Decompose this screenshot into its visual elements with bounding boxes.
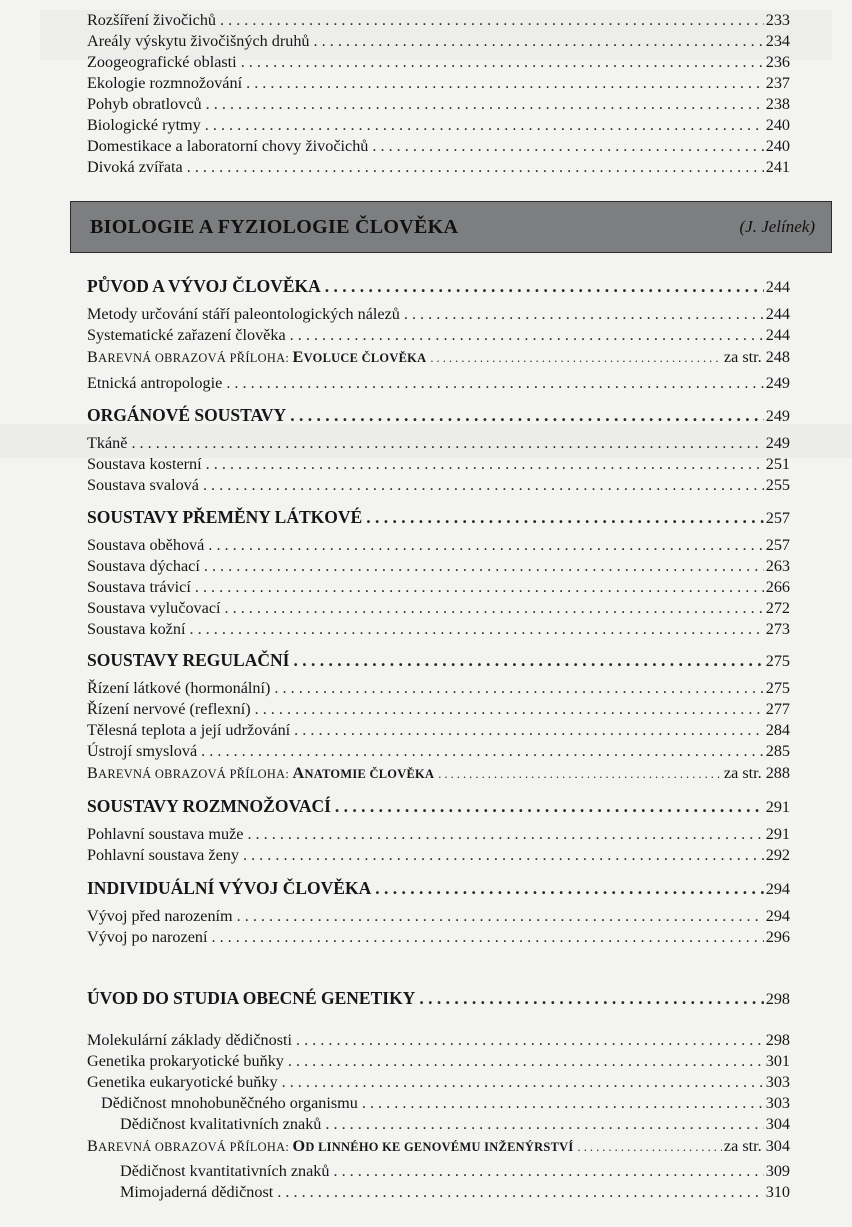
toc-color-plate-entry: BAREVNÁ OBRAZOVÁ PŘÍLOHA: EVOLUCE ČLOVĚKA . . . za str. 248 [87, 347, 790, 368]
toc-entry: Soustava kosterní . . . 251 [87, 454, 790, 474]
toc-entry: Vývoj po narození . . . 296 [87, 927, 790, 947]
toc-entry: Etnická antropologie . . . 249 [87, 373, 790, 393]
toc-subentry: Mimojaderná dědičnost . . . 310 [87, 1182, 790, 1202]
toc-entry: Rozšíření živočichů . . . 233 [87, 10, 790, 30]
toc-entry: Biologické rytmy . . . 240 [87, 115, 790, 135]
toc-subentry: Dědičnost mnohobuněčného organismu . . . 303 [87, 1093, 790, 1113]
toc-entry: Divoká zvířata . . . 241 [87, 157, 790, 177]
toc-entry: Pohlavní soustava ženy . . . 292 [87, 845, 790, 865]
toc-entry: Soustava trávicí . . . 266 [87, 577, 790, 597]
toc-entry: Ekologie rozmnožování . . . 237 [87, 73, 790, 93]
section-banner [70, 201, 832, 253]
toc-entry: Zoogeografické oblasti . . . 236 [87, 52, 790, 72]
toc-chapter-heading: SOUSTAVY REGULAČNÍ . . . 275 [87, 650, 790, 671]
toc-entry: Tkáně . . . 249 [87, 433, 790, 453]
toc-entry: Řízení látkové (hormonální) . . . 275 [87, 678, 790, 698]
toc-entry: Genetika eukaryotické buňky . . . 303 [87, 1072, 790, 1092]
toc-subentry: Dědičnost kvantitativních znaků . . . 309 [87, 1161, 790, 1181]
toc-entry: Genetika prokaryotické buňky . . . 301 [87, 1051, 790, 1071]
toc-entry: Soustava svalová . . . 255 [87, 475, 790, 495]
toc-entry: Systematické zařazení člověka . . . 244 [87, 325, 790, 345]
toc-chapter-heading: INDIVIDUÁLNÍ VÝVOJ ČLOVĚKA . . . 294 [87, 878, 790, 899]
toc-chapter-heading: ÚVOD DO STUDIA OBECNÉ GENETIKY . . . 298 [87, 988, 790, 1009]
toc-entry: Soustava oběhová . . . 257 [87, 535, 790, 555]
toc-entry: Metody určování stáří paleontologických nálezů . . . 244 [87, 304, 790, 324]
toc-chapter-heading: SOUSTAVY PŘEMĚNY LÁTKOVÉ . . . 257 [87, 507, 790, 528]
toc-entry: Pohlavní soustava muže . . . 291 [87, 824, 790, 844]
toc-entry: Soustava kožní . . . 273 [87, 619, 790, 639]
toc-entry: Ústrojí smyslová . . . 285 [87, 741, 790, 761]
toc-color-plate-entry: BAREVNÁ OBRAZOVÁ PŘÍLOHA: OD LINNÉHO KE GENOVÉMU INŽENÝRSTVÍ . . . za str. 304 [87, 1136, 790, 1157]
toc-subentry: Dědičnost kvalitativních znaků . . . 304 [87, 1114, 790, 1134]
toc-entry: Soustava dýchací . . . 263 [87, 556, 790, 576]
section-author: (J. Jelínek) [739, 217, 815, 236]
toc-entry: Soustava vylučovací . . . 272 [87, 598, 790, 618]
toc-entry: Areály výskytu živočišných druhů . . . 234 [87, 31, 790, 51]
toc-entry: Řízení nervové (reflexní) . . . 277 [87, 699, 790, 719]
toc-color-plate-entry: BAREVNÁ OBRAZOVÁ PŘÍLOHA: ANATOMIE ČLOVĚKA . . . za str. 288 [87, 763, 790, 784]
toc-entry: Domestikace a laboratorní chovy živočichů . . . 240 [87, 136, 790, 156]
section-title: BIOLOGIE A FYZIOLOGIE ČLOVĚKA [90, 215, 459, 238]
toc-entry: Vývoj před narozením . . . 294 [87, 906, 790, 926]
toc-chapter-heading: PŮVOD A VÝVOJ ČLOVĚKA . . . 244 [87, 276, 790, 297]
toc-entry: Molekulární základy dědičnosti . . . 298 [87, 1030, 790, 1050]
toc-chapter-heading: ORGÁNOVÉ SOUSTAVY . . . 249 [87, 405, 790, 426]
toc-entry: Tělesná teplota a její udržování . . . 284 [87, 720, 790, 740]
toc-chapter-heading: SOUSTAVY ROZMNOŽOVACÍ . . . 291 [87, 796, 790, 817]
toc-entry: Pohyb obratlovců . . . 238 [87, 94, 790, 114]
